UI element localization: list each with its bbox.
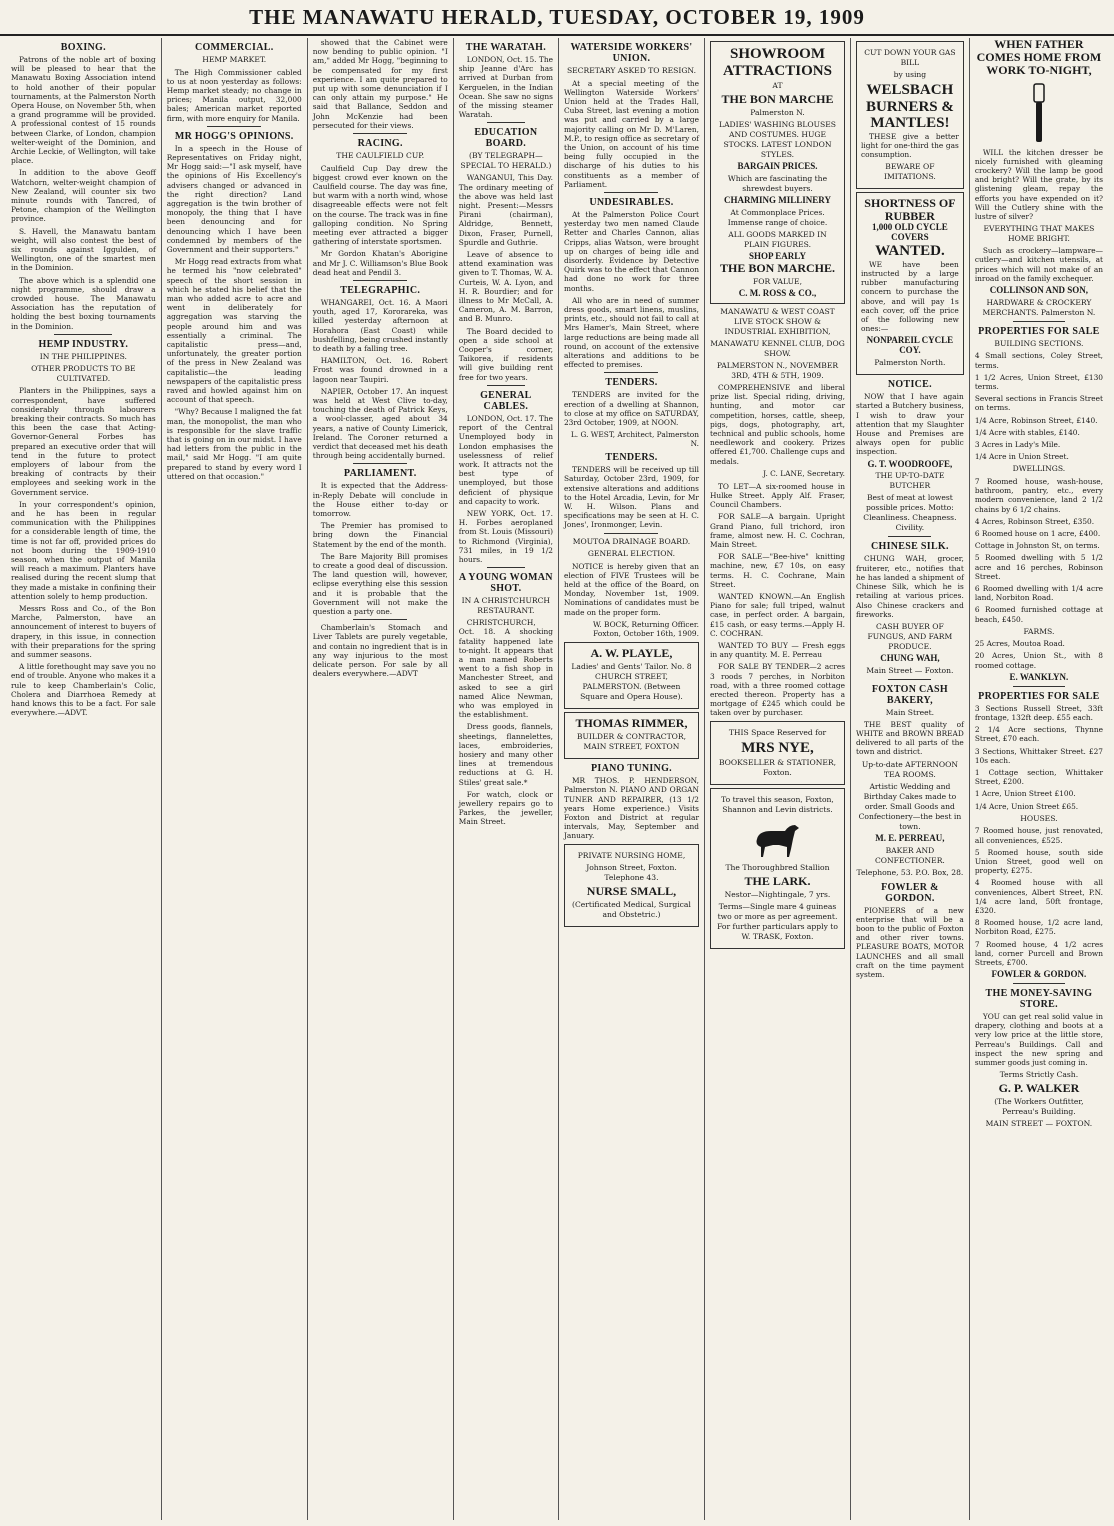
article-paragraph: The above which is a splendid one night programme, should draw a crowded house. The Manawatu Association has the reputation of holding the best boxing tournaments in the Dominion. — [11, 275, 156, 331]
bon-marche-location: Palmerston N. — [750, 108, 805, 118]
for-value-line: FOR VALUE, — [752, 277, 803, 287]
store-terms: Terms Strictly Cash. — [999, 1070, 1079, 1080]
hemp-subheading-2: OTHER PRODUCTS TO BE CULTIVATED. — [31, 364, 136, 383]
article-paragraph: The Premier has promised to bring down the Financial Statement by the end of the month. — [312, 521, 448, 549]
education-subheading: (BY TELEGRAPH—SPECIAL TO HERALD.) — [460, 151, 552, 170]
advert-paragraph: TENDERS are invited for the erection of a dwelling at Shannon, to close at my office on SATURDAY, 23rd October, 1909, at NOON. — [563, 390, 699, 427]
commonplace-line: At Commonplace Prices. Immense range of choice. — [727, 207, 828, 227]
advert-paragraph: For watch, clock or jewellery repairs go to Parkes, the jeweller, Main Street. — [458, 789, 553, 827]
list-item: 4 Acres, Robinson Street, £350. — [974, 516, 1095, 526]
nurse-body: (Certificated Medical, Surgical and Obstetric.) — [572, 899, 691, 919]
article-paragraph: At a special meeting of the Wellington Waterside Workers' Union held at the Trades Hall, Cuba Street, last evening a motion was put and carried by a large majority calling on Mr D. M'Laren, M.P., to resign office as secretary of the Union, on account of his time being fully occupied in the discharge of his duties to his constituents as a member of Parliament. — [563, 78, 699, 189]
plain-figures-line: ALL GOODS MARKED IN PLAIN FIGURES. — [728, 229, 827, 249]
advert-paragraph: Such as crockery—lampware—cutlery—and kitchen utensils, at prices which will not make of an inroad on the family exchequer. — [974, 246, 1104, 283]
racing-heading: RACING. — [357, 138, 403, 150]
divider — [353, 463, 407, 464]
article-paragraph: CHRISTCHURCH, Oct. 18. A shocking fatality happened late to-night. It appears that a man named Roberts went to a fish shop in Manchester Street, and asked to see a girl named Alice Newman, who was employed in the establishment. — [458, 618, 553, 720]
divider — [1013, 686, 1064, 687]
divider — [604, 533, 658, 534]
fowler-name: FOWLER & GORDON. — [991, 969, 1087, 980]
article-paragraph: In your correspondent's opinion, and he has been in regular communication with the Philippines for a considerable length of time, the time is not far off, provided prices do not boom during the 1909-1910 season, when the output of Manila will reach a maximum. Planters have realised during the recent slump that they made a mistake in confining their attention solely to hemp production. — [11, 499, 156, 601]
fowler-heading: FOWLER & GORDON. — [881, 881, 939, 904]
list-item: 1 Acre, Union Street £100. — [974, 789, 1076, 799]
woodroffe-name: G. T. WOODROOFE, — [867, 458, 953, 469]
masthead-title: THE MANAWATU HERALD, TUESDAY, OCTOBER 19, 1909 — [249, 5, 865, 29]
bakery-tea-line: Up-to-date AFTERNOON TEA ROOMS. — [861, 759, 958, 779]
classified-ad: FOR SALE BY TENDER—2 acres 3 roods 7 perches, in Norbiton road, with a three roomed cottage erected thereon. Property has a mortgage of £245 which could be taken over by purchaser. — [709, 662, 845, 718]
list-item: 4 Roomed house with all conveniences, Albert Street, P.N. 1/4 acre land, 50ft frontage, £320. — [974, 878, 1104, 915]
advert-paragraph: TENDERS will be received up till Saturday, October 23rd, 1909, for extensive alterations and additions to the Hotel Arcadia, Levin, for Mr W. H. Wilson. Plans and specifications may be seen at H. C. Jones', Ironmonger, Levin. — [563, 465, 699, 530]
divider — [353, 133, 407, 134]
waratah-heading: THE WARATAH. — [465, 42, 546, 53]
cutlery-icon — [1024, 82, 1054, 144]
article-paragraph: WANGANUI, This Day. The ordinary meeting of the above was held last night. Present:—Messrs Pirani (chairman), Aldridge, Bennett, Dixon, Fraser, Purnell, Spurdle and Guthrie. — [458, 173, 553, 247]
nonpareil-name: NONPAREIL CYCLE COY. — [866, 335, 954, 356]
horse-icon — [749, 819, 805, 859]
list-item: 3 Sections, Whittaker Street. £27 10s each. — [974, 746, 1104, 765]
lark-intro: To travel this season, Foxton, Shannon and Levin districts. — [721, 795, 834, 815]
piano-heading: PIANO TUNING. — [591, 763, 672, 775]
advert-paragraph: YOU can get real solid value in drapery, clothing and boots at a very low price at the little store, Perreau's Buildings. Call and inspect the new spring and summer goods just coming in. — [974, 1012, 1104, 1068]
wanted-title: WANTED. — [875, 243, 945, 260]
lark-sire: Nestor—Nightingale, 7 yrs. — [724, 890, 831, 900]
list-item: 3 Acres in Lady's Mile. — [974, 440, 1061, 450]
farms-subheading: FARMS. — [1023, 626, 1055, 636]
article-paragraph: Caulfield Cup Day drew the biggest crowd ever known on the Caulfield course. The day was fine, but warm with a north wind, whose disagreeable effects were not felt on the course. The track was in fine galloping condition. No Spring meeting ever attracted a bigger gathering of interstate sportsmen. — [312, 163, 448, 247]
advert-paragraph: MR THOS. P. HENDERSON, Palmerston N. PIANO AND ORGAN TUNER AND REPAIRER, (13 1/2 years Home experience.) Visits Foxton and District at regular intervals, May, September and January. — [563, 776, 699, 841]
article-paragraph: WHANGAREI, Oct. 16. A Maori youth, aged 17, Kororareka, was killed yesterday afternoon at Horahora (East Coast) while bushfelling, being crushed instantly to death by a falling tree. — [312, 297, 448, 353]
article-paragraph: showed that the Cabinet were now bending to public opinion. "I am," added Mr Hogg, "beginning to be compensated for my first experience. I am quite prepared to put up with some denunciation if I can only attain my purpose." He said that Ballance, Seddon and John McKenzie had been persecuted for their views. — [312, 38, 448, 130]
advert-paragraph: NOTICE is hereby given that an election of FIVE Trustees will be held at the office of the Board, on Monday, November 1st, 1909. Nominations of candidates must be made on the proper form. — [563, 561, 699, 617]
nye-intro: THIS Space Reserved for — [728, 727, 827, 737]
advert-paragraph: PIONEERS of a new enterprise that will be a boon to the public of Foxton and other river towns. PLEASURE BOATS, MOTOR LAUNCHES and all small craft on the time payment system. — [856, 905, 964, 979]
building-subheading: BUILDING SECTIONS. — [994, 338, 1084, 348]
divider — [353, 619, 407, 620]
ross-name: C. M. ROSS & CO., — [738, 288, 817, 299]
parliament-heading: PARLIAMENT. — [343, 468, 417, 480]
racing-subheading: THE CAULFIELD CUP. — [336, 151, 425, 161]
young-woman-subheading: IN A CHRISTCHURCH RESTAURANT. — [461, 596, 551, 615]
divider — [487, 122, 525, 123]
classified-ad: FOR SALE—A bargain. Upright Grand Piano, full trichord, iron frame, almost new. H. C. Cochran, Main Street. — [709, 512, 845, 549]
walker-name: G. P. WALKER — [998, 1081, 1080, 1096]
hemp-subheading: IN THE PHILIPPINES. — [39, 351, 127, 361]
collinson-subtitle: HARDWARE & CROCKERY MERCHANTS. Palmerston N. — [982, 297, 1096, 317]
nursing-heading: PRIVATE NURSING HOME, — [577, 850, 686, 860]
hogg-heading: MR HOGG'S OPINIONS. — [174, 130, 294, 142]
election-heading: GENERAL ELECTION. — [587, 549, 676, 559]
fascinating-line: Which are fascinating the shrewdest buyers. — [727, 174, 828, 194]
masthead — [0, 0, 1114, 36]
welsbach-title: WELSBACH BURNERS & MANTLES! — [865, 82, 954, 131]
advert-paragraph: Chamberlain's Stomach and Liver Tablets are purely vegetable, and contain no ingredient that is in any way injurious to the most delicate person. For sale by all dealers everywhere.—ADVT — [312, 623, 448, 679]
father-heading: WHEN FATHER COMES HOME FROM WORK TO-NIGHT, — [976, 38, 1102, 78]
nonpareil-location: Palmerston North. — [874, 358, 946, 368]
list-item: 7 Roomed house, wash-house, bathroom, pantry, etc., every modern convenience, land 2 1/2 chains by 6 1/2 chains. — [974, 476, 1104, 514]
article-paragraph: LONDON, Oct. 15. The ship Jeanne d'Arc has arrived at Durban from Kerguelen, in the Indian Ocean. She saw no signs of the missing steamer Waratah. — [458, 55, 553, 120]
millinery-line: CHARMING MILLINERY — [724, 195, 831, 206]
signature: J. C. LANE, Secretary. — [763, 468, 845, 478]
column-7 — [851, 38, 970, 1520]
advert-paragraph: WE have been instructed by a large rubber manufacturing concern to purchase the above, and will pay 1s each cover, off the price of the following new ones:— — [861, 259, 959, 334]
newspaper-page — [6, 38, 1108, 1520]
store-heading: THE MONEY-SAVING STORE. — [985, 988, 1093, 1011]
perreau-subtitle: BAKER AND CONFECTIONER. — [874, 845, 945, 865]
list-item: 25 Acres, Moutoa Road. — [974, 639, 1065, 649]
article-paragraph: Mr Gordon Khatan's Aborigine and Mr J. C. Williamson's Blue Book dead heat and Pendil 3. — [312, 249, 448, 277]
lark-body: The Thoroughbred Stallion — [725, 863, 830, 873]
education-heading: EDUCATION BOARD. — [474, 127, 538, 150]
list-item: 6 Roomed dwelling with 1/4 acre land, Norbiton Road. — [974, 583, 1104, 603]
article-paragraph: It is expected that the Address-in-Reply Debate will conclude in the House either to-day or tomorrow. — [312, 481, 448, 519]
article-paragraph: A little forethought may save you no end of trouble. Anyone who makes it a rule to keep Chamberlain's Colic, Cholera and Diarrhoea Remedy at hand knows this to be a fact. For sale everywhere.—ADVT. — [11, 662, 156, 718]
list-item: 1/4 Acre with stables, £140. — [974, 427, 1080, 437]
classified-ad: WANTED KNOWN.—An English Piano for sale; full triped, walnut case, in perfect order. A bargain, £15 cash, or easy terms.—Apply H. C. COCHRAN. — [709, 592, 845, 638]
advert-paragraph: NOW that I have again started a Butchery business, I wish to draw your attention that my Slaughter House and Premises are always open for public inspection. — [856, 392, 964, 457]
advert-paragraph: WILL the kitchen dresser be nicely furnished with gleaming crockery? Will the lamp be good and bright? Will the grate, by its glistening gleam, repay the efforts you have expended on it? Will the Cutlery shine with the lustre of silver? — [974, 147, 1104, 221]
commercial-heading: COMMERCIAL. — [194, 42, 274, 53]
list-item: 5 Roomed house, south side Union Street, good well on property, £275. — [974, 847, 1104, 876]
article-paragraph: Mr Hogg read extracts from what he termed his "now celebrated" speech of the short session in which he stated his belief that the man who added acre to acre and went in deliberately for aggregation was starving the people around him and was essentially a criminal. The capitalistic press—and, unfortunately, the greater portion of the press in New Zealand was capitalistic—the leading newspapers of the capitalistic press raved and howled against him on account of that speech. — [166, 257, 302, 405]
signature: W. BOCK, Returning Officer. Foxton, October 16th, 1909. — [593, 619, 699, 638]
welsbach-advert — [856, 41, 964, 189]
article-paragraph: In a speech in the House of Representatives on Friday night, Mr Hogg said:—"I ask myself, have the opinions of His Excellency's advisers changed or advanced in the right direction? Land aggregation is the twin brother of monopoly, the thing that I have been denouncing and for denouncing which I have been condemned by members of the Government and their supporters." — [166, 143, 302, 254]
chung-name: CHUNG WAH, — [880, 652, 940, 663]
article-paragraph: The High Commissioner cabled to us at noon yesterday as follows: Hemp market steady; no change in prices; Manila output, 32,000 bales; American market reported firm, with more enquiry for Manila. — [166, 67, 302, 123]
list-item: 6 Roomed furnished cottage at beach, £450. — [974, 605, 1104, 624]
young-woman-heading: A YOUNG WOMAN SHOT. — [458, 572, 553, 595]
list-item: 1/4 Acre, Union Street £65. — [974, 801, 1079, 811]
article-paragraph: Planters in the Philippines, says a correspondent, have suffered considerably through labourers breaking their contracts. So much has this been the case that Acting-Governor-General Forbes has prepared an executive order that will tend in the future to protect employers of labour from the breaking of contracts by their employees and seeking work in the Government service. — [11, 386, 156, 497]
lark-name: THE LARK. — [744, 874, 811, 889]
article-paragraph: The Board decided to open a side school at Cooper's corner, Taikorea, if residents will give building rent free for two years. — [458, 326, 553, 382]
properties-heading: PROPERTIES FOR SALE — [978, 325, 1100, 337]
list-item: 3 Sections Russell Street, 33ft frontage, 132ft deep. £55 each. — [974, 703, 1104, 722]
gas-cut-line: CUT DOWN YOUR GAS BILL — [864, 48, 956, 67]
cables-heading: GENERAL CABLES. — [480, 389, 532, 412]
nye-body: BOOKSELLER & STATIONER, Foxton. — [718, 758, 837, 778]
advert-paragraph: THE BEST quality of WHITE and BROWN BREAD delivered to all parts of the town and district. — [856, 719, 964, 757]
woodroffe-subtitle: THE UP-TO-DATE BUTCHER — [875, 471, 945, 491]
rimmer-advert — [564, 712, 699, 759]
nye-name: MRS NYE, — [741, 739, 814, 756]
list-item: Cottage in Johnston St, on terms. — [974, 541, 1100, 551]
silk-heading: CHINESE SILK. — [870, 541, 949, 553]
column-2 — [162, 38, 308, 1520]
list-item: 20 Acres, Union St., with 8 roomed cottage. — [974, 651, 1104, 670]
list-item: 4 Small sections, Coley Street, terms. — [974, 351, 1104, 370]
moutoa-heading: MOUTOA DRAINAGE BOARD. — [572, 536, 691, 546]
advert-paragraph: COMPREHENSIVE and liberal prize list. Special riding, driving, hunting, and motor car competition, horses, cattle, sheep, pigs, dogs, photography, art, technical and public schools, home needlework and cookery. Prizes offered £1,700. Challenge cups and medals. — [709, 382, 845, 466]
lark-advert — [710, 788, 845, 949]
bakery-heading: FOXTON CASH BAKERY, — [871, 683, 948, 706]
walker-location: MAIN STREET — FOXTON. — [985, 1119, 1093, 1129]
article-paragraph: Messrs Ross and Co., of the Bon Marche, Palmerston, have an announcement of interest to buyers of drapery, in this issue, in connection with their preparations for the spring and summer seasons. — [11, 604, 156, 660]
phone-line: Telephone, 53. P.O. Box, 28. — [856, 867, 964, 877]
nurse-name: NURSE SMALL, — [586, 883, 677, 898]
houses-subheading: HOUSES. — [1020, 813, 1058, 823]
article-paragraph: LONDON, Oct. 17. The report of the Central Unemployed body in London emphasises the uselessness of relief work. It attracts not the best type of unemployed, but those deficient of physique and capacity to work. — [458, 413, 553, 506]
beware-line: BEWARE OF IMITATIONS. — [884, 162, 936, 182]
article-paragraph: "Why? Because I maligned the fat man, the monopolist, the man who is responsible for the slave traffic that is going on in our midst. I have had letters from the public in the mail," said Mr Hogg. "I am quite prepared to stand by every word I uttered on that occasion." — [166, 407, 302, 481]
list-item: 6 Roomed house on 1 acre, £400. — [974, 528, 1101, 538]
list-item: 1 Cottage section, Whittaker Street, £200. — [974, 767, 1104, 787]
list-item: 8 Roomed house, 1/2 acre land, Norbiton Road, £275. — [974, 918, 1104, 937]
waterside-heading: WATERSIDE WORKERS' UNION. — [570, 42, 693, 64]
column-1 — [6, 38, 162, 1520]
dwellings-subheading: DWELLINGS. — [1012, 464, 1066, 474]
waterside-subheading: SECRETARY ASKED TO RESIGN. — [566, 66, 697, 75]
divider — [487, 567, 525, 568]
article-paragraph: In addition to the above Geoff Watchorn, welter-weight champion of New Zealand, will counter six two minute rounds with Tancred, of Petone, champion of the Wellington province. — [11, 168, 156, 224]
article-paragraph: Leave of absence to attend examination was given to T. Thomas, W. A. Curteis, W. A. Lyon, and H. R. Bourdier; and for illness to Mr McCall, A. Cameron, A. M. Barron, and B. Munro. — [458, 250, 553, 324]
bon-marche-name: THE BON MARCHE — [721, 92, 834, 106]
divider — [888, 679, 931, 680]
advert-paragraph: CHUNG WAH, grocer, fruiterer, etc., notifies that he has landed a shipment of Chinese Silk, which he is retailing at various prices. Also Chinese crackers and fireworks. — [856, 554, 964, 619]
perreau-name: M. E. PERREAU, — [875, 832, 945, 843]
properties-heading-2: PROPERTIES FOR SALE — [978, 690, 1100, 702]
playle-body: Ladies' and Gents' Tailor. No. 8 CHURCH STREET, PALMERSTON. (Between Square and Opera House). — [571, 662, 692, 702]
show-heading: MANAWATU & WEST COAST LIVE STOCK SHOW & INDUSTRIAL EXHIBITION, — [720, 306, 835, 336]
collinson-name: COLLINSON AND SON, — [989, 285, 1089, 295]
chung-location: Main Street — Foxton. — [866, 665, 954, 675]
playle-advert — [564, 642, 699, 709]
nursing-body: Johnson Street, Foxton. Telephone 43. — [586, 862, 677, 882]
walker-subtitle: (The Workers Outfitter, Perreau's Building. — [994, 1097, 1084, 1117]
article-paragraph: At the Palmerston Police Court yesterday two men named Claude Retter and Charles Cannon, alias Cripps, alias Watson, were brought up on charges of being idle and disorderly. Evidence by Detective Quirk was to the effect that Cannon had done no work for three months. — [563, 209, 699, 293]
column-8 — [970, 38, 1108, 1520]
tenders-heading: TENDERS. — [605, 377, 658, 389]
bon-marche-advert — [710, 41, 845, 304]
lark-terms: Terms—Single mare 4 guineas two or more as per agreement. For further particulars apply to W. TRASK, Foxton. — [717, 902, 838, 942]
article-paragraph: All who are in need of summer dress goods, smart linens, muslins, prints, etc., should not fail to call at Mrs Hamer's, Main Street, where large reductions are being made all round, on account of the extensive alterations and additions to be effected to premises. — [563, 295, 699, 370]
bakery-cakes-line: Artistic Wedding and Birthday Cakes made to order. Small Goods and Confectionery—the best in town. — [858, 781, 962, 831]
show-date: PALMERSTON N., NOVEMBER 3RD, 4TH & 5TH, 1909. — [716, 360, 839, 380]
article-paragraph: The Bare Majority Bill promises to create a good deal of discussion. The land question will, however, eclipse everything else this session and it is probable that the Government will not make the question a party one. — [312, 551, 448, 617]
list-item: 7 Roomed house, just renovated, all conveniences, £525. — [974, 826, 1104, 845]
column-4 — [454, 38, 559, 1520]
showroom-at: AT — [772, 81, 783, 90]
list-item: 7 Roomed house, 4 1/2 acres land, corner Purcell and Brown Streets, £700. — [974, 939, 1104, 967]
commercial-subheading: HEMP MARKET. — [202, 55, 267, 64]
nursing-advert — [564, 844, 699, 927]
divider — [604, 372, 658, 373]
woodroffe-motto: Best of meat at lowest possible prices. Motto: Cleanliness. Cheapness. Civility. — [863, 493, 957, 533]
shop-early-line: SHOP EARLY — [749, 250, 806, 261]
divider — [54, 334, 112, 335]
telegraphic-heading: TELEGRAPHIC. — [340, 284, 421, 296]
divider — [207, 126, 261, 127]
show-subheading: MANAWATU KENNEL CLUB, DOG SHOW. — [710, 338, 845, 358]
list-item: 2 1/4 Acre sections, Thynne Street, £70 each. — [974, 725, 1104, 744]
undesirables-heading: UNDESIRABLES. — [589, 196, 674, 208]
hemp-heading: HEMP INDUSTRY. — [38, 338, 129, 350]
playle-name: A. W. PLAYLE, — [590, 645, 673, 660]
nye-advert — [710, 721, 845, 786]
list-item: 1/4 Acre in Union Street. — [974, 452, 1069, 462]
divider — [487, 385, 525, 386]
rimmer-body: BUILDER & CONTRACTOR, MAIN STREET, FOXTON — [576, 732, 687, 752]
article-paragraph: Patrons of the noble art of boxing will be pleased to hear that the Manawatu Boxing Association intend to hold another of their popular tournaments, at the Palmerston North Opera House, on November 5th, when a grand programme will be provided. A professional contest of 15 rounds between Clarke, of London, champion welter-weight of the Dominion, and Archie Leckie, of Wellington, will take place. — [11, 55, 156, 166]
article-paragraph: HAMILTON, Oct. 16. Robert Frost was found drowned in a lagoon near Taupiri. — [312, 356, 448, 384]
rimmer-name: THOMAS RIMMER, — [575, 716, 688, 731]
signature: L. G. WEST, Architect, Palmerston N. — [570, 430, 699, 449]
article-paragraph: S. Havell, the Manawatu bantam weight, will also contest the best of six rounds against Iggulden, of Wellington, one of the smartest men in the Dominion. — [11, 226, 156, 273]
classified-ad: WANTED TO BUY — Fresh eggs in any quantity. M. E. Perreau — [709, 641, 845, 660]
column-5 — [559, 38, 705, 1520]
list-item: Several sections in Francis Street on terms. — [974, 394, 1104, 413]
advert-paragraph: THESE give a better light for one-third the gas consumption. — [861, 131, 959, 159]
divider — [353, 280, 407, 281]
bargain-line: BARGAIN PRICES. — [737, 161, 818, 172]
notice-heading: NOTICE. — [887, 379, 932, 391]
divider — [1013, 983, 1064, 984]
gas-by-line: by using — [893, 70, 927, 79]
article-paragraph: NEW YORK, Oct. 17. H. Forbes aeroplaned from St. Louis (Missouri) to Richmond (Virginia), 731 miles, in 19 1/2 hours. — [458, 508, 553, 564]
ladies-line: LADIES' WASHING BLOUSES AND COSTUMES. HUGE STOCKS. LATEST LONDON STYLES. — [719, 120, 836, 160]
divider — [888, 536, 931, 537]
article-paragraph: NAPIER, October 17. An inquest was held at West Clive to-day, touching the death of Patrick Keys, a wool-classer, aged about 34 years, a native of County Limerick, Ireland. The Coroner returned a verdict that deceased met his death through being accidentally burned. — [312, 386, 448, 461]
divider — [1013, 321, 1064, 322]
divider — [604, 192, 658, 193]
column-6 — [705, 38, 851, 1520]
silk-cash-line: CASH BUYER OF FUNGUS, AND FARM PRODUCE. — [867, 621, 953, 651]
wanklyn-name: E. WANKLYN. — [1009, 671, 1069, 682]
rubber-advert — [856, 192, 964, 375]
classified-ad: FOR SALE—"Bee-hive" knitting machine, new, £7 10s, on easy terms. H. C. Cochrane, Main Street. — [709, 552, 845, 589]
everything-line: EVERYTHING THAT MAKES HOME BRIGHT. — [983, 224, 1095, 244]
classified-ad: TO LET—A six-roomed house in Hulke Street. Apply Alf. Fraser, Council Chambers. — [709, 481, 845, 510]
bon-marche-name-2: THE BON MARCHE. — [719, 260, 835, 275]
list-item: 1/4 Acre, Robinson Street, £140. — [974, 415, 1098, 425]
boxing-heading: BOXING. — [60, 42, 106, 53]
column-3 — [308, 38, 454, 1520]
showroom-title: SHOWROOM ATTRACTIONS — [723, 46, 832, 79]
list-item: 1 1/2 Acres, Union Street, £130 terms. — [974, 372, 1104, 391]
advert-paragraph: Dress goods, flannels, sheetings, flannelettes, laces, embroideries, hosiery and many other lines at tremendous reductions at G. H. Stiles' great sale.* — [458, 722, 553, 787]
list-item: 5 Roomed dwelling with 5 1/2 acre and 16 perches, Robinson Street. — [974, 553, 1104, 581]
shortness-title: SHORTNESS OF RUBBER — [864, 196, 956, 224]
bakery-location: Main Street. — [885, 707, 935, 717]
tenders-heading-2: TENDERS. — [605, 452, 658, 464]
covers-line: 1,000 OLD CYCLE COVERS — [872, 222, 948, 243]
